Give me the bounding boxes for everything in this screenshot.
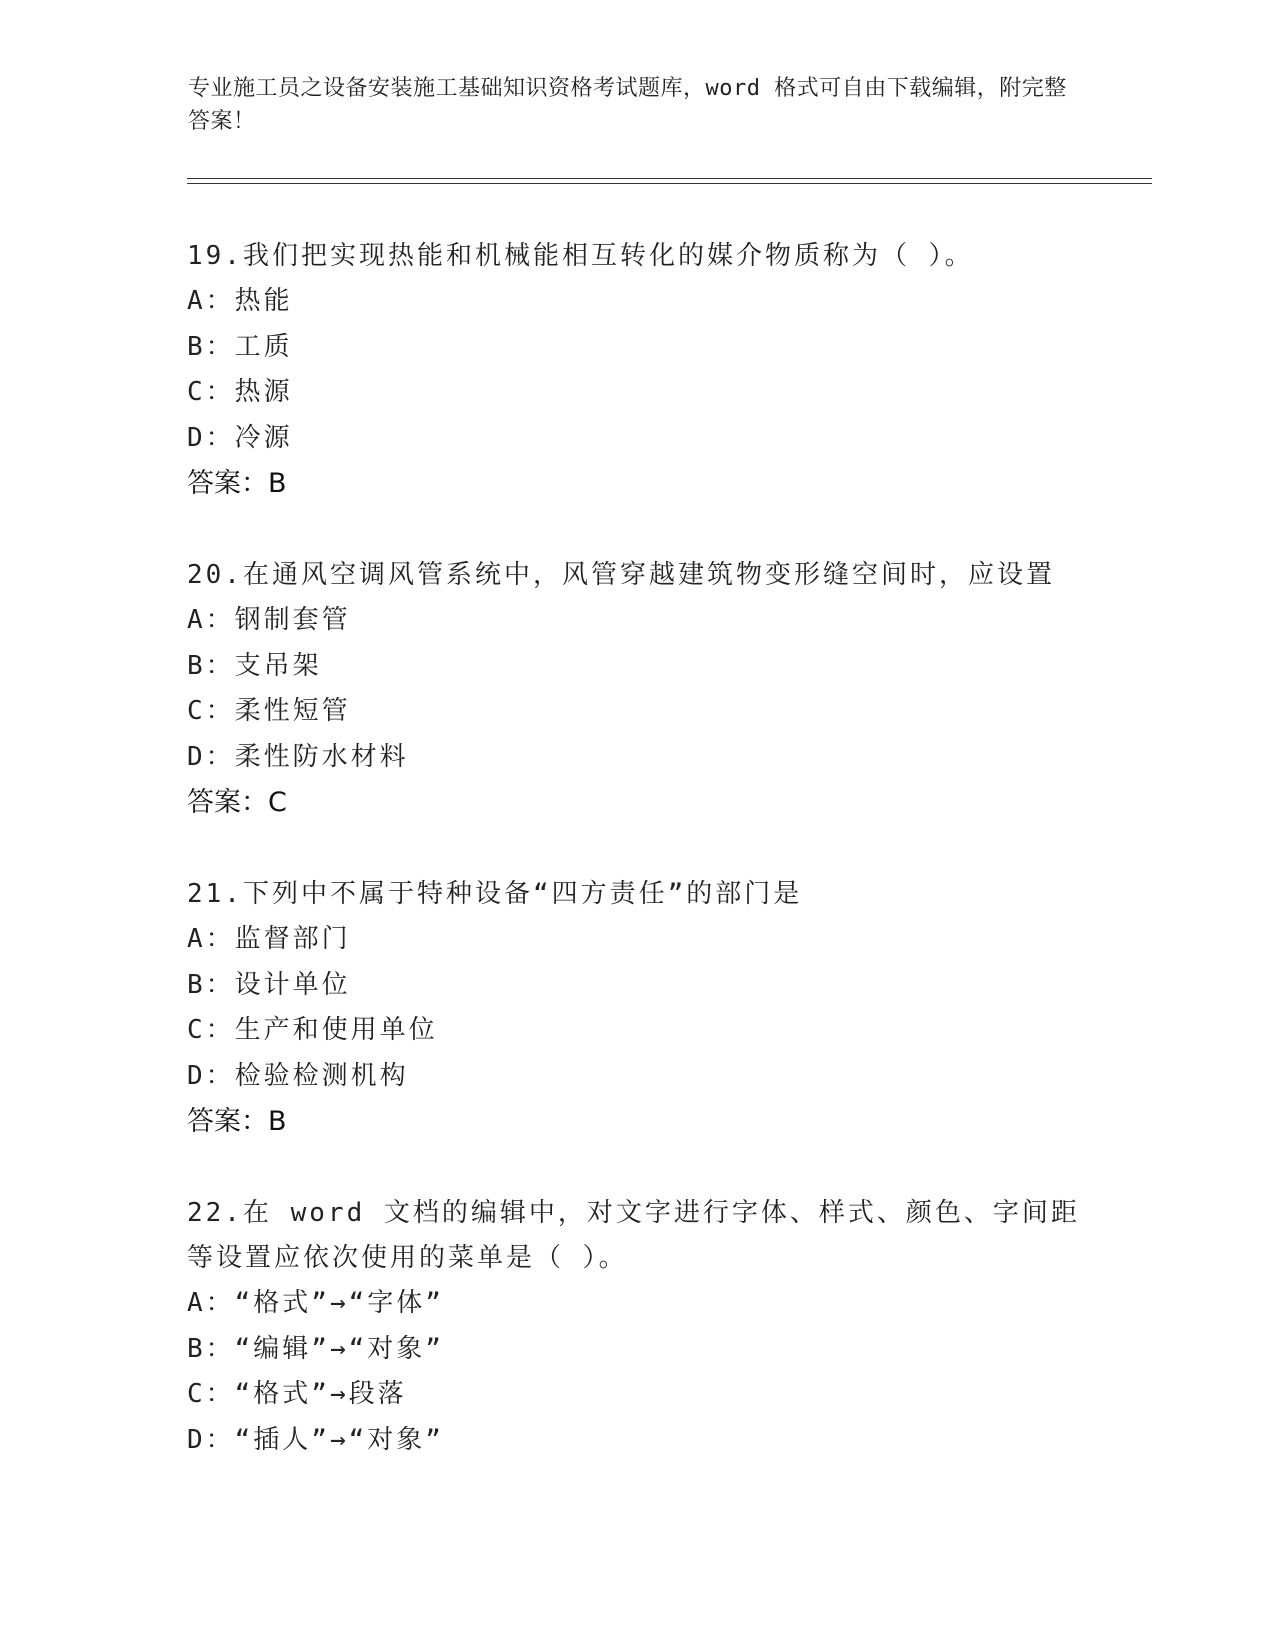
- option-c: C：生产和使用单位: [187, 1015, 438, 1045]
- answer: 答案：C: [187, 787, 287, 818]
- question-22: [187, 1191, 1087, 1463]
- option-c: C：“格式”→段落: [187, 1379, 407, 1409]
- option-c: C：热源: [187, 377, 293, 407]
- option-b: B：设计单位: [187, 969, 351, 1000]
- question-text: 22.在 word 文档的编辑中，对文字进行字体、样式、颜色、字间距等设置应依次使用的菜单是（ ）。: [187, 1198, 1080, 1273]
- answer: 答案：B: [187, 468, 287, 499]
- question-19: [187, 234, 1087, 506]
- option-a: A：监督部门: [187, 924, 351, 954]
- option-a: A：钢制套管: [187, 605, 351, 635]
- answer: 答案：B: [187, 1106, 287, 1137]
- question-21: [187, 872, 1087, 1144]
- option-b: B：工质: [187, 331, 293, 362]
- header-divider-bottom: [187, 183, 1152, 184]
- option-b: B：支吊架: [187, 650, 322, 681]
- question-text: 21.下列中不属于特种设备“四方责任”的部门是: [187, 879, 803, 909]
- header-divider-top: [187, 178, 1152, 179]
- question-20: [187, 553, 1087, 825]
- option-a: A：热能: [187, 286, 293, 316]
- option-d: D：冷源: [187, 422, 293, 453]
- option-c: C：柔性短管: [187, 696, 351, 726]
- option-d: D：检验检测机构: [187, 1060, 409, 1091]
- option-a: A：“格式”→“字体”: [187, 1288, 444, 1318]
- option-d: D：柔性防水材料: [187, 741, 409, 772]
- option-b: B：“编辑”→“对象”: [187, 1333, 444, 1364]
- document-header: 专业施工员之设备安装施工基础知识资格考试题库，word 格式可自由下载编辑，附完整答案！: [188, 76, 1067, 134]
- option-d: D：“插人”→“对象”: [187, 1424, 444, 1455]
- question-text: 19.我们把实现热能和机械能相互转化的媒介物质称为（ ）。: [187, 241, 974, 271]
- question-text: 20.在通风空调风管系统中，风管穿越建筑物变形缝空间时，应设置: [187, 560, 1055, 590]
